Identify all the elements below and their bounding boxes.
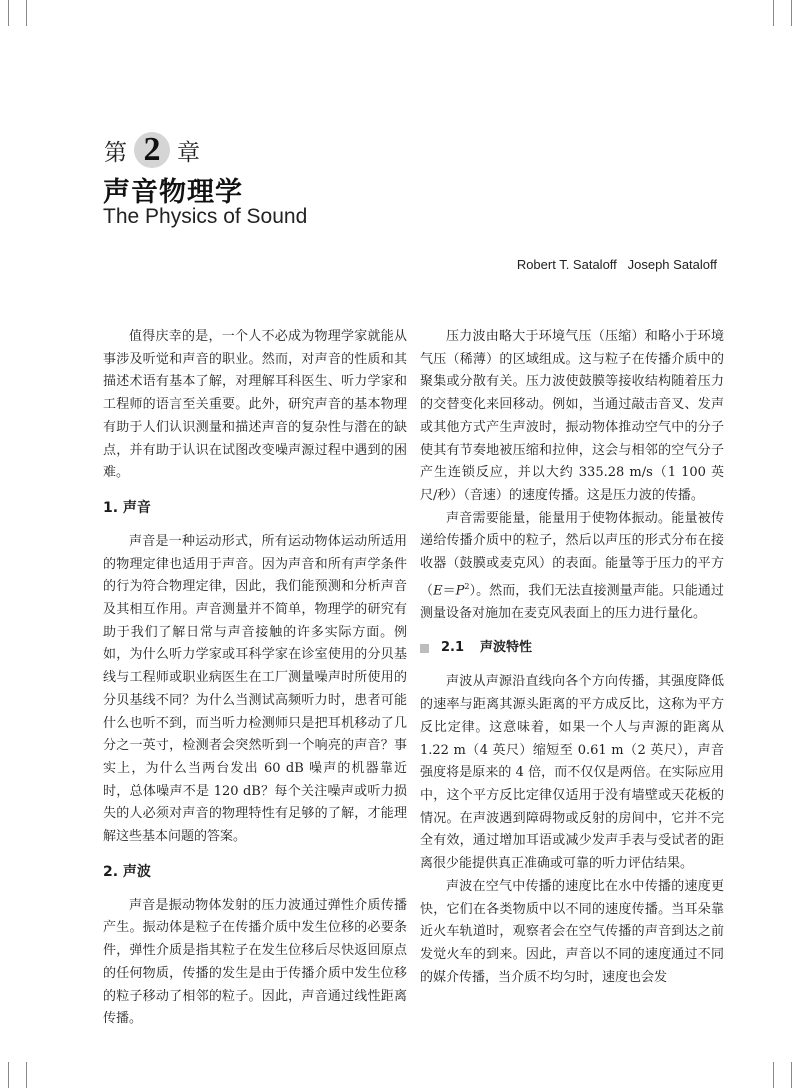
inverse-square-paragraph: 声波从声源沿直线向各个方向传播，其强度降低的速率与距离其源头距离的平方成反比，这称为平方反比定律。这意味着，如果一个人与声源的距离从 1.22 m（4 英尺）缩短至 0.61 m（2 英尺），声音强度将是原来的 4 倍，而不仅仅是两倍。在实际应用中，这个平方反比定律仅适用于没有墙壁或天花板的情况。在声波遇到障碍物或反射的房间中，它并不完全有效，通过增加耳语或减少发声手表与受试者的距离很少能提供真正准确或可靠的听力评估结果。 <box>420 674 724 872</box>
subsection-title: 声波特性 <box>480 640 533 656</box>
crop-mark <box>26 1062 27 1088</box>
section-sound-waves-paragraph: 声音是振动物体发射的压力波通过弹性介质传播产生。振动体是粒子在传播介质中发生位移的必要条件，弹性介质是指其粒子在发生位移后尽快返回原点的任何物质，传播的发生是由于传播介质中发生位移的粒子移动了相邻的粒子。因此，声音通过线性距离传播。 <box>103 897 407 1027</box>
crop-mark <box>791 1062 792 1088</box>
chapter-authors: Robert T. Sataloff Joseph Sataloff <box>516 257 717 272</box>
section-sound-paragraph: 声音是一种运动形式，所有运动物体运动所适用的物理定律也适用于声音。因为声音和所有声学条件的行为符合物理定律，因此，我们能预测和分析声音及其相互作用。声音测量并不简单，物理学的研究有助于我们了解日常与声音接触的许多实际方面。例如，为什么听力学家或耳科学家在诊室使用的分贝基线与工程师或职业病医生在工厂测量噪声时所使用的分贝基线不同？为什么当测试高频听力时，患者可能什么也听不到，而当听力检测师只是把耳机移动了几分之一英寸，检测者会突然听到一个响亮的声音？事实上，为什么当两台发出 60 dB 噪声的机器靠近时，总体噪声不是 120 dB？每个关注噪声或听力损失的人必须对声音的物理特性有足够的了解，才能理解这些基本问题的答案。 <box>103 533 407 845</box>
section-heading-sound-waves: 2. 声波 <box>103 863 151 880</box>
crop-mark <box>8 0 9 26</box>
subsection-heading <box>420 625 724 671</box>
formula-exponent: 2 <box>464 581 470 591</box>
crop-mark <box>773 1062 774 1088</box>
energy-paragraph <box>420 508 724 626</box>
energy-text-before: 声音需要能量，能量用于使物体振动。能量被传递给传播介质中的粒子，然后以声压的形式分布在接收器（鼓膜或麦克风）的表面。能量等于压力的平方（ <box>420 510 724 599</box>
left-column <box>103 326 407 1031</box>
propagation-speed-paragraph: 声波在空气中传播的速度比在水中传播的速度更快，它们在各类物质中以不同的速度传播。当耳朵靠近火车轨道时，观察者会在空气传播的声音到达之前发觉火车的到来。因此，声音以不同的速度通过不同的媒介传播，当介质不均匀时，速度也会发 <box>420 878 724 985</box>
chapter-title: 声音物理学 <box>103 177 243 208</box>
subsection-number: 2.1 <box>441 640 465 656</box>
section-heading-sound: 1. 声音 <box>103 499 151 516</box>
chapter-number-badge: 2 <box>134 132 170 168</box>
formula-e: E <box>433 583 443 599</box>
intro-paragraph: 值得庆幸的是，一个人不必成为物理学家就能从事涉及听觉和声音的职业。然而，对声音的性质和其描述术语有基本了解，对理解耳科医生、听力学家和工程师的语言至关重要。此外，研究声音的基本物理有助于人们认识测量和描述声音的复杂性与潜在的缺点，并有助于认识在试图改变噪声源过程中遇到的困难。 <box>103 329 407 481</box>
chapter-prefix: 第 <box>104 139 127 166</box>
formula-equals: ＝ <box>442 583 456 599</box>
crop-mark <box>8 1062 9 1088</box>
crop-mark <box>773 0 774 26</box>
chapter-label <box>104 128 200 172</box>
crop-mark <box>26 0 27 26</box>
square-bullet-icon <box>420 644 429 653</box>
energy-text-after: ）。然而，我们无法直接测量声能。只能通过测量设备对施加在麦克风表面上的压力进行量化。 <box>420 583 724 621</box>
pressure-wave-paragraph: 压力波由略大于环境气压（压缩）和略小于环境气压（稀薄）的区域组成。这与粒子在传播介质中的聚集或分散有关。压力波使鼓膜等接收结构随着压力的交替变化来回移动。例如，当通过敲击音叉、发声或其他方式产生声波时，振动物体推动空气中的分子使其有节奏地被压缩和拉伸，这会与相邻的空气分子产生连锁反应，并以大约 335.28 m/s（1 100 英尺/秒）（音速）的速度传播。这是压力波的传播。 <box>420 329 724 503</box>
crop-mark <box>791 0 792 26</box>
right-column <box>420 326 724 989</box>
chapter-suffix: 章 <box>177 139 200 166</box>
formula-p: P <box>455 583 465 599</box>
chapter-subtitle: The Physics of Sound <box>103 205 308 228</box>
